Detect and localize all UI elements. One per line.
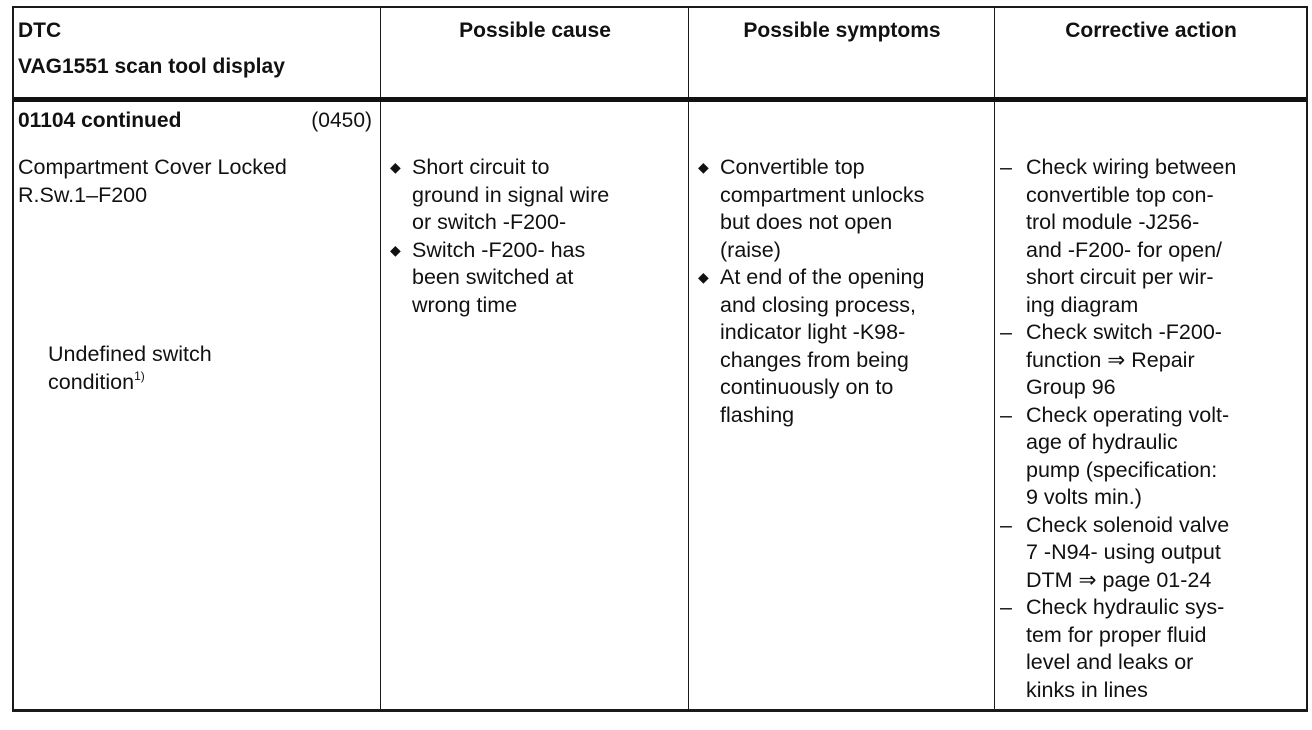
dtc-condition-word: condition bbox=[48, 369, 135, 394]
column-divider-3 bbox=[994, 8, 995, 709]
dtc-table bbox=[12, 6, 1308, 712]
dtc-condition-line2 bbox=[48, 369, 368, 397]
action-item bbox=[998, 154, 1304, 319]
action-item-line: kinks in lines bbox=[1026, 677, 1148, 702]
symptom-item-line: but does not open bbox=[720, 210, 893, 234]
dtc-code: 01104 continued bbox=[18, 109, 182, 132]
action-item-line: and -F200- for open/ bbox=[1026, 237, 1223, 262]
dtc-condition-text bbox=[48, 341, 368, 396]
symptom-item-line: At end of the opening bbox=[720, 265, 925, 289]
bullet-marker: ◆ bbox=[698, 159, 709, 175]
action-item-line: function ⇒ Repair bbox=[1026, 347, 1195, 372]
dtc-display-text bbox=[18, 154, 376, 209]
action-item bbox=[998, 402, 1304, 512]
cause-item-line: ground in signal wire bbox=[412, 182, 610, 207]
column-divider-2 bbox=[688, 8, 689, 709]
dash-marker: – bbox=[1000, 595, 1012, 619]
action-item-line: Group 96 bbox=[1026, 375, 1116, 399]
symptom-item-line: continuously on to bbox=[720, 375, 894, 399]
action-item-line: tem for proper fluid bbox=[1026, 622, 1207, 647]
action-item-line: Check operating volt- bbox=[1026, 402, 1230, 427]
symptoms-cell bbox=[692, 154, 992, 429]
action-item-line: Check wiring between bbox=[1026, 155, 1237, 179]
action-item-line: trol module -J256- bbox=[1026, 210, 1200, 234]
dash-marker: – bbox=[1000, 320, 1012, 344]
bullet-marker: ◆ bbox=[390, 241, 401, 258]
action-item-line: DTM ⇒ page 01-24 bbox=[1026, 567, 1212, 592]
symptom-item-line: indicator light -K98- bbox=[720, 320, 906, 344]
cause-item-line: Switch -F200- has bbox=[412, 237, 586, 262]
bullet-marker: ◆ bbox=[698, 269, 709, 285]
column-divider-1 bbox=[380, 8, 381, 709]
action-item-line: 9 volts min.) bbox=[1026, 485, 1142, 509]
action-item-line: Check hydraulic sys- bbox=[1026, 595, 1225, 619]
header-dtc-line1: DTC bbox=[18, 19, 62, 42]
header-possible-cause: Possible cause bbox=[459, 19, 611, 42]
dtc-display-line2: R.Sw.1–F200 bbox=[18, 182, 148, 207]
dash-marker: – bbox=[1000, 155, 1012, 179]
dtc-condition-line1: Undefined switch bbox=[48, 342, 212, 366]
header-dtc-line2: VAG1551 scan tool display bbox=[18, 55, 285, 78]
header-corrective-action: Corrective action bbox=[1065, 19, 1237, 42]
symptom-list bbox=[692, 154, 992, 429]
dtc-code-row bbox=[18, 109, 372, 137]
action-item bbox=[998, 594, 1304, 704]
cause-item-line: wrong time bbox=[412, 292, 518, 317]
symptom-item-line: compartment unlocks bbox=[720, 182, 925, 207]
footnote-marker: 1) bbox=[134, 368, 145, 383]
symptom-item-line: flashing bbox=[720, 402, 795, 427]
cause-item-line: or switch -F200- bbox=[412, 210, 567, 234]
action-item-line: level and leaks or bbox=[1026, 650, 1194, 674]
dash-marker: – bbox=[1000, 512, 1012, 537]
symptom-item-line: changes from being bbox=[720, 347, 909, 372]
action-item-line: 7 -N94- using output bbox=[1026, 540, 1221, 564]
cause-item bbox=[384, 154, 686, 237]
symptom-item-line: (raise) bbox=[720, 237, 781, 262]
cause-item-line: Short circuit to bbox=[412, 155, 550, 179]
header-possible-symptoms: Possible symptoms bbox=[743, 19, 941, 42]
action-item-line: pump (specification: bbox=[1026, 457, 1218, 482]
action-item bbox=[998, 319, 1304, 402]
symptom-item bbox=[692, 154, 992, 264]
bullet-marker: ◆ bbox=[390, 159, 401, 175]
action-item-line: short circuit per wir- bbox=[1026, 265, 1214, 289]
symptom-item-line: and closing process, bbox=[720, 292, 916, 317]
cause-list bbox=[384, 154, 686, 319]
action-cell bbox=[998, 154, 1304, 704]
action-item-line: ing diagram bbox=[1026, 292, 1139, 317]
cause-item bbox=[384, 237, 686, 320]
action-item-line: Check solenoid valve bbox=[1026, 512, 1230, 537]
dtc-code-ref: (0450) bbox=[311, 109, 372, 132]
header-rule bbox=[14, 97, 1306, 102]
action-list bbox=[998, 154, 1304, 704]
cause-cell bbox=[384, 154, 686, 319]
dtc-display-line1: Compartment Cover Locked bbox=[18, 155, 287, 179]
action-item-line: age of hydraulic bbox=[1026, 430, 1178, 454]
header-dtc bbox=[18, 16, 376, 82]
cause-item-line: been switched at bbox=[412, 265, 574, 289]
symptom-item-line: Convertible top bbox=[720, 155, 865, 179]
dash-marker: – bbox=[1000, 402, 1012, 427]
symptom-item bbox=[692, 264, 992, 429]
action-item-line: convertible top con- bbox=[1026, 182, 1214, 207]
action-item bbox=[998, 512, 1304, 595]
action-item-line: Check switch -F200- bbox=[1026, 320, 1222, 344]
